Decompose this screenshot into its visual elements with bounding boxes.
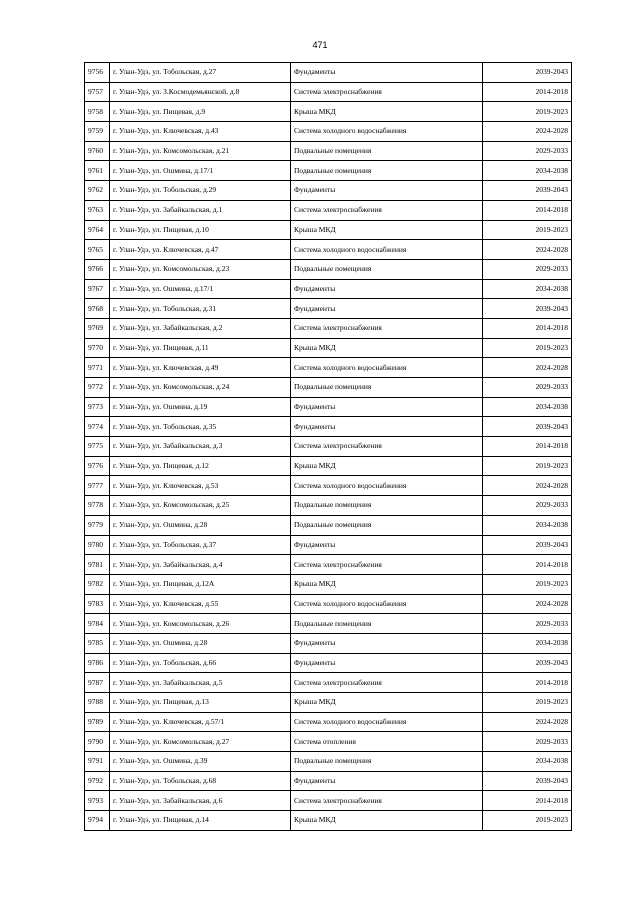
address-cell: г. Улан-Удэ, ул. Ключевская, д.57/1 — [110, 712, 291, 732]
table-row — [85, 594, 572, 614]
table-row — [85, 299, 572, 319]
table-row — [85, 614, 572, 634]
period-cell: 2039-2043 — [483, 63, 572, 83]
system-cell: Система электроснабжения — [291, 82, 483, 102]
system-cell: Фундаменты — [291, 279, 483, 299]
period-cell: 2039-2043 — [483, 299, 572, 319]
period-cell: 2024-2028 — [483, 476, 572, 496]
period-cell: 2034-2038 — [483, 633, 572, 653]
period-cell: 2019-2023 — [483, 693, 572, 713]
address-cell: г. Улан-Удэ, ул. Ключевская, д.53 — [110, 476, 291, 496]
address-cell: г. Улан-Удэ, ул. Комсомольская, д.23 — [110, 259, 291, 279]
address-cell: г. Улан-Удэ, ул. Тобольская, д.29 — [110, 181, 291, 201]
repair-schedule-table — [84, 62, 572, 831]
row-number-cell: 9767 — [85, 279, 110, 299]
system-cell: Фундаменты — [291, 535, 483, 555]
table-row — [85, 279, 572, 299]
address-cell: г. Улан-Удэ, ул. Забайкальская, д.1 — [110, 200, 291, 220]
table-row — [85, 693, 572, 713]
table-row — [85, 712, 572, 732]
period-cell: 2039-2043 — [483, 771, 572, 791]
table-row — [85, 535, 572, 555]
table-row — [85, 82, 572, 102]
table-row — [85, 653, 572, 673]
address-cell: г. Улан-Удэ, ул. Забайкальская, д.5 — [110, 673, 291, 693]
table-row — [85, 771, 572, 791]
system-cell: Крыша МКД — [291, 574, 483, 594]
period-cell: 2034-2038 — [483, 161, 572, 181]
table-row — [85, 811, 572, 831]
table-row — [85, 397, 572, 417]
period-cell: 2039-2043 — [483, 181, 572, 201]
system-cell: Подвальные помещения — [291, 515, 483, 535]
period-cell: 2014-2018 — [483, 200, 572, 220]
system-cell: Крыша МКД — [291, 220, 483, 240]
address-cell: г. Улан-Удэ, ул. Пищевая, д.11 — [110, 338, 291, 358]
table-row — [85, 181, 572, 201]
table-row — [85, 476, 572, 496]
table-row — [85, 791, 572, 811]
row-number-cell: 9790 — [85, 732, 110, 752]
address-cell: г. Улан-Удэ, ул. Ошмина, д.17/1 — [110, 279, 291, 299]
address-cell: г. Улан-Удэ, ул. Тобольская, д.68 — [110, 771, 291, 791]
row-number-cell: 9786 — [85, 653, 110, 673]
system-cell: Фундаменты — [291, 299, 483, 319]
address-cell: г. Улан-Удэ, ул. Ключевская, д.49 — [110, 358, 291, 378]
address-cell: г. Улан-Удэ, ул. Пищевая, д.12А — [110, 574, 291, 594]
address-cell: г. Улан-Удэ, ул. Пищевая, д.10 — [110, 220, 291, 240]
period-cell: 2039-2043 — [483, 653, 572, 673]
system-cell: Система холодного водоснабжения — [291, 240, 483, 260]
period-cell: 2029-2033 — [483, 378, 572, 398]
address-cell: г. Улан-Удэ, ул. Забайкальская, д.3 — [110, 437, 291, 457]
row-number-cell: 9766 — [85, 259, 110, 279]
period-cell: 2029-2033 — [483, 496, 572, 516]
period-cell: 2029-2033 — [483, 141, 572, 161]
period-cell: 2024-2028 — [483, 358, 572, 378]
period-cell: 2019-2023 — [483, 338, 572, 358]
period-cell: 2034-2038 — [483, 515, 572, 535]
address-cell: г. Улан-Удэ, ул. З.Космодемьянской, д.8 — [110, 82, 291, 102]
table-row — [85, 318, 572, 338]
period-cell: 2034-2038 — [483, 752, 572, 772]
period-cell: 2019-2023 — [483, 102, 572, 122]
row-number-cell: 9787 — [85, 673, 110, 693]
system-cell: Подвальные помещения — [291, 496, 483, 516]
system-cell: Фундаменты — [291, 653, 483, 673]
period-cell: 2034-2038 — [483, 279, 572, 299]
table-row — [85, 358, 572, 378]
address-cell: г. Улан-Удэ, ул. Тобольская, д.35 — [110, 417, 291, 437]
system-cell: Подвальные помещения — [291, 259, 483, 279]
row-number-cell: 9781 — [85, 555, 110, 575]
system-cell: Система отопления — [291, 732, 483, 752]
system-cell: Система холодного водоснабжения — [291, 122, 483, 142]
row-number-cell: 9780 — [85, 535, 110, 555]
period-cell: 2014-2018 — [483, 318, 572, 338]
system-cell: Подвальные помещения — [291, 378, 483, 398]
address-cell: г. Улан-Удэ, ул. Забайкальская, д.6 — [110, 791, 291, 811]
address-cell: г. Улан-Удэ, ул. Ошмина, д.39 — [110, 752, 291, 772]
period-cell: 2024-2028 — [483, 240, 572, 260]
period-cell: 2029-2033 — [483, 259, 572, 279]
row-number-cell: 9775 — [85, 437, 110, 457]
table-row — [85, 633, 572, 653]
system-cell: Система электроснабжения — [291, 318, 483, 338]
address-cell: г. Улан-Удэ, ул. Тобольская, д.27 — [110, 63, 291, 83]
row-number-cell: 9772 — [85, 378, 110, 398]
system-cell: Фундаменты — [291, 397, 483, 417]
system-cell: Крыша МКД — [291, 338, 483, 358]
row-number-cell: 9788 — [85, 693, 110, 713]
system-cell: Фундаменты — [291, 771, 483, 791]
address-cell: г. Улан-Удэ, ул. Тобольская, д.37 — [110, 535, 291, 555]
row-number-cell: 9782 — [85, 574, 110, 594]
address-cell: г. Улан-Удэ, ул. Комсомольская, д.27 — [110, 732, 291, 752]
period-cell: 2039-2043 — [483, 417, 572, 437]
row-number-cell: 9757 — [85, 82, 110, 102]
system-cell: Система электроснабжения — [291, 200, 483, 220]
address-cell: г. Улан-Удэ, ул. Тобольская, д.31 — [110, 299, 291, 319]
row-number-cell: 9789 — [85, 712, 110, 732]
address-cell: г. Улан-Удэ, ул. Ключевская, д.43 — [110, 122, 291, 142]
period-cell: 2019-2023 — [483, 574, 572, 594]
system-cell: Система холодного водоснабжения — [291, 476, 483, 496]
system-cell: Фундаменты — [291, 63, 483, 83]
period-cell: 2024-2028 — [483, 712, 572, 732]
period-cell: 2019-2023 — [483, 456, 572, 476]
row-number-cell: 9773 — [85, 397, 110, 417]
system-cell: Подвальные помещения — [291, 161, 483, 181]
table-row — [85, 574, 572, 594]
system-cell: Система электроснабжения — [291, 673, 483, 693]
system-cell: Система электроснабжения — [291, 437, 483, 457]
period-cell: 2024-2028 — [483, 594, 572, 614]
table-row — [85, 122, 572, 142]
period-cell: 2029-2033 — [483, 732, 572, 752]
row-number-cell: 9776 — [85, 456, 110, 476]
period-cell: 2039-2043 — [483, 535, 572, 555]
address-cell: г. Улан-Удэ, ул. Комсомольская, д.25 — [110, 496, 291, 516]
system-cell: Подвальные помещения — [291, 614, 483, 634]
table-row — [85, 200, 572, 220]
address-cell: г. Улан-Удэ, ул. Ключевская, д.47 — [110, 240, 291, 260]
row-number-cell: 9793 — [85, 791, 110, 811]
address-cell: г. Улан-Удэ, ул. Ключевская, д.55 — [110, 594, 291, 614]
address-cell: г. Улан-Удэ, ул. Забайкальская, д.2 — [110, 318, 291, 338]
address-cell: г. Улан-Удэ, ул. Пищевая, д.12 — [110, 456, 291, 476]
system-cell: Фундаменты — [291, 633, 483, 653]
row-number-cell: 9785 — [85, 633, 110, 653]
table-row — [85, 515, 572, 535]
period-cell: 2029-2033 — [483, 614, 572, 634]
period-cell: 2014-2018 — [483, 555, 572, 575]
row-number-cell: 9778 — [85, 496, 110, 516]
table-row — [85, 732, 572, 752]
table-row — [85, 220, 572, 240]
address-cell: г. Улан-Удэ, ул. Тобольская, д.66 — [110, 653, 291, 673]
period-cell: 2019-2023 — [483, 220, 572, 240]
table-body — [85, 63, 572, 831]
table-row — [85, 555, 572, 575]
row-number-cell: 9794 — [85, 811, 110, 831]
table-row — [85, 378, 572, 398]
table-row — [85, 102, 572, 122]
row-number-cell: 9758 — [85, 102, 110, 122]
system-cell: Подвальные помещения — [291, 141, 483, 161]
table-row — [85, 240, 572, 260]
row-number-cell: 9777 — [85, 476, 110, 496]
table-row — [85, 752, 572, 772]
row-number-cell: 9761 — [85, 161, 110, 181]
page-number: 471 — [312, 40, 328, 50]
row-number-cell: 9756 — [85, 63, 110, 83]
system-cell: Подвальные помещения — [291, 752, 483, 772]
table-row — [85, 259, 572, 279]
row-number-cell: 9759 — [85, 122, 110, 142]
address-cell: г. Улан-Удэ, ул. Ошмина, д.28 — [110, 633, 291, 653]
address-cell: г. Улан-Удэ, ул. Пищевая, д.13 — [110, 693, 291, 713]
row-number-cell: 9762 — [85, 181, 110, 201]
address-cell: г. Улан-Удэ, ул. Комсомольская, д.26 — [110, 614, 291, 634]
row-number-cell: 9784 — [85, 614, 110, 634]
row-number-cell: 9791 — [85, 752, 110, 772]
system-cell: Крыша МКД — [291, 693, 483, 713]
row-number-cell: 9792 — [85, 771, 110, 791]
table-row — [85, 456, 572, 476]
row-number-cell: 9765 — [85, 240, 110, 260]
address-cell: г. Улан-Удэ, ул. Пищевая, д.9 — [110, 102, 291, 122]
system-cell: Фундаменты — [291, 181, 483, 201]
period-cell: 2014-2018 — [483, 791, 572, 811]
address-cell: г. Улан-Удэ, ул. Ошмина, д.17/1 — [110, 161, 291, 181]
system-cell: Фундаменты — [291, 417, 483, 437]
table-row — [85, 141, 572, 161]
address-cell: г. Улан-Удэ, ул. Забайкальская, д.4 — [110, 555, 291, 575]
system-cell: Система холодного водоснабжения — [291, 712, 483, 732]
system-cell: Крыша МКД — [291, 456, 483, 476]
period-cell: 2019-2023 — [483, 811, 572, 831]
row-number-cell: 9774 — [85, 417, 110, 437]
table-row — [85, 673, 572, 693]
table-row — [85, 437, 572, 457]
row-number-cell: 9779 — [85, 515, 110, 535]
table-row — [85, 161, 572, 181]
system-cell: Крыша МКД — [291, 811, 483, 831]
table-row — [85, 496, 572, 516]
system-cell: Крыша МКД — [291, 102, 483, 122]
row-number-cell: 9768 — [85, 299, 110, 319]
system-cell: Система электроснабжения — [291, 791, 483, 811]
address-cell: г. Улан-Удэ, ул. Комсомольская, д.24 — [110, 378, 291, 398]
table-row — [85, 338, 572, 358]
table-row — [85, 417, 572, 437]
period-cell: 2014-2018 — [483, 437, 572, 457]
row-number-cell: 9770 — [85, 338, 110, 358]
row-number-cell: 9783 — [85, 594, 110, 614]
table-row — [85, 63, 572, 83]
row-number-cell: 9764 — [85, 220, 110, 240]
period-cell: 2024-2028 — [483, 122, 572, 142]
address-cell: г. Улан-Удэ, ул. Ошмина, д.28 — [110, 515, 291, 535]
address-cell: г. Улан-Удэ, ул. Ошмина, д.19 — [110, 397, 291, 417]
row-number-cell: 9769 — [85, 318, 110, 338]
row-number-cell: 9760 — [85, 141, 110, 161]
system-cell: Система холодного водоснабжения — [291, 358, 483, 378]
period-cell: 2014-2018 — [483, 673, 572, 693]
row-number-cell: 9763 — [85, 200, 110, 220]
system-cell: Система электроснабжения — [291, 555, 483, 575]
period-cell: 2014-2018 — [483, 82, 572, 102]
address-cell: г. Улан-Удэ, ул. Комсомольская, д.21 — [110, 141, 291, 161]
period-cell: 2034-2038 — [483, 397, 572, 417]
system-cell: Система холодного водоснабжения — [291, 594, 483, 614]
row-number-cell: 9771 — [85, 358, 110, 378]
address-cell: г. Улан-Удэ, ул. Пищевая, д.14 — [110, 811, 291, 831]
